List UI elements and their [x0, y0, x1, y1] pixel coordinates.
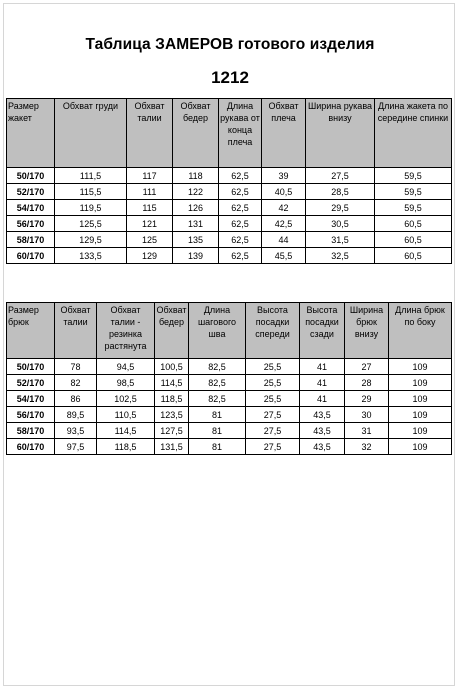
- measurement-cell: 82: [55, 375, 97, 391]
- measurement-cell: 43,5: [300, 407, 345, 423]
- column-header-chest: Обхват груди: [55, 99, 127, 168]
- measurement-cell: 129: [127, 248, 173, 264]
- table-row: [7, 359, 452, 375]
- measurement-cell: 45,5: [262, 248, 306, 264]
- measurement-cell: 41: [300, 391, 345, 407]
- measurement-cell: 43,5: [300, 439, 345, 455]
- table-row: [7, 200, 452, 216]
- measurement-cell: 118,5: [155, 391, 189, 407]
- column-header-side-length: Длина брюк по боку: [389, 303, 452, 359]
- measurement-cell: 41: [300, 359, 345, 375]
- measurement-cell: 114,5: [155, 375, 189, 391]
- measurement-cell: 40,5: [262, 184, 306, 200]
- column-header-hem-width: Ширина брюк внизу: [345, 303, 389, 359]
- measurement-cell: 30: [345, 407, 389, 423]
- measurement-cell: 25,5: [246, 375, 300, 391]
- measurement-cell: 31: [345, 423, 389, 439]
- table-row: [7, 375, 452, 391]
- measurement-cell: 78: [55, 359, 97, 375]
- measurement-cell: 121: [127, 216, 173, 232]
- size-cell: 52/170: [7, 375, 55, 391]
- measurement-cell: 125,5: [55, 216, 127, 232]
- column-header-shoulder: Обхват плеча: [262, 99, 306, 168]
- table-row: [7, 232, 452, 248]
- measurement-cell: 29,5: [306, 200, 375, 216]
- measurement-cell: 32: [345, 439, 389, 455]
- measurement-cell: 60,5: [375, 248, 452, 264]
- measurement-cell: 109: [389, 407, 452, 423]
- measurement-cell: 27,5: [246, 407, 300, 423]
- measurement-cell: 62,5: [219, 248, 262, 264]
- measurement-cell: 25,5: [246, 359, 300, 375]
- size-cell: 56/170: [7, 216, 55, 232]
- measurement-cell: 81: [189, 439, 246, 455]
- size-cell: 60/170: [7, 439, 55, 455]
- measurement-cell: 62,5: [219, 168, 262, 184]
- measurement-cell: 28: [345, 375, 389, 391]
- measurement-cell: 93,5: [55, 423, 97, 439]
- size-cell: 56/170: [7, 407, 55, 423]
- measurement-cell: 122: [173, 184, 219, 200]
- table-row: [7, 407, 452, 423]
- measurement-cell: 118: [173, 168, 219, 184]
- measurement-cell: 133,5: [55, 248, 127, 264]
- measurement-cell: 86: [55, 391, 97, 407]
- column-header-waist: Обхват талии: [127, 99, 173, 168]
- column-header-size: Размер жакет: [7, 99, 55, 168]
- measurement-cell: 62,5: [219, 200, 262, 216]
- size-cell: 54/170: [7, 391, 55, 407]
- measurement-cell: 111: [127, 184, 173, 200]
- measurement-cell: 127,5: [155, 423, 189, 439]
- measurement-cell: 31,5: [306, 232, 375, 248]
- column-header-sleeve-width: Ширина рукава внизу: [306, 99, 375, 168]
- measurement-cell: 62,5: [219, 216, 262, 232]
- measurement-cell: 42: [262, 200, 306, 216]
- measurement-cell: 82,5: [189, 375, 246, 391]
- measurement-cell: 27,5: [246, 423, 300, 439]
- measurement-cell: 82,5: [189, 359, 246, 375]
- size-cell: 54/170: [7, 200, 55, 216]
- measurement-cell: 27: [345, 359, 389, 375]
- column-header-sleeve-length: Длина рукава от конца плеча: [219, 99, 262, 168]
- table-row: [7, 391, 452, 407]
- table-row: [7, 439, 452, 455]
- measurement-cell: 115,5: [55, 184, 127, 200]
- table-row: [7, 168, 452, 184]
- measurement-cell: 60,5: [375, 216, 452, 232]
- table-header-row: [7, 303, 452, 359]
- measurement-cell: 110,5: [97, 407, 155, 423]
- measurement-cell: 117: [127, 168, 173, 184]
- measurement-cell: 109: [389, 391, 452, 407]
- measurement-cell: 60,5: [375, 232, 452, 248]
- measurement-cell: 81: [189, 423, 246, 439]
- column-header-jacket-length: Длина жакета по середине спинки: [375, 99, 452, 168]
- size-cell: 58/170: [7, 232, 55, 248]
- table-row: [7, 216, 452, 232]
- measurement-cell: 41: [300, 375, 345, 391]
- measurement-cell: 27,5: [306, 168, 375, 184]
- measurement-cell: 43,5: [300, 423, 345, 439]
- measurement-cell: 30,5: [306, 216, 375, 232]
- column-header-hips: Обхват бедер: [155, 303, 189, 359]
- table-row: [7, 423, 452, 439]
- table-header-row: [7, 99, 452, 168]
- size-cell: 50/170: [7, 168, 55, 184]
- measurement-cell: 129,5: [55, 232, 127, 248]
- measurement-cell: 27,5: [246, 439, 300, 455]
- column-header-inseam: Длина шагового шва: [189, 303, 246, 359]
- measurement-cell: 98,5: [97, 375, 155, 391]
- measurement-cell: 100,5: [155, 359, 189, 375]
- measurement-cell: 114,5: [97, 423, 155, 439]
- measurement-cell: 42,5: [262, 216, 306, 232]
- measurement-cell: 111,5: [55, 168, 127, 184]
- measurement-cell: 118,5: [97, 439, 155, 455]
- measurement-cell: 59,5: [375, 200, 452, 216]
- measurement-cell: 123,5: [155, 407, 189, 423]
- measurement-cell: 62,5: [219, 232, 262, 248]
- document-title: Таблица ЗАМЕРОВ готового изделия: [85, 36, 375, 53]
- measurement-cell: 109: [389, 439, 452, 455]
- size-cell: 60/170: [7, 248, 55, 264]
- measurement-cell: 119,5: [55, 200, 127, 216]
- measurement-cell: 131,5: [155, 439, 189, 455]
- column-header-waist-stretched: Обхват талии - резинка растянута: [97, 303, 155, 359]
- size-cell: 58/170: [7, 423, 55, 439]
- measurement-cell: 125: [127, 232, 173, 248]
- measurement-cell: 44: [262, 232, 306, 248]
- column-header-size: Размер брюк: [7, 303, 55, 359]
- measurement-cell: 109: [389, 375, 452, 391]
- measurement-cell: 59,5: [375, 168, 452, 184]
- measurement-cell: 82,5: [189, 391, 246, 407]
- measurement-cell: 28,5: [306, 184, 375, 200]
- measurement-cell: 59,5: [375, 184, 452, 200]
- measurement-cell: 97,5: [55, 439, 97, 455]
- size-cell: 52/170: [7, 184, 55, 200]
- measurement-cell: 89,5: [55, 407, 97, 423]
- column-header-hips: Обхват бедер: [173, 99, 219, 168]
- measurement-cell: 62,5: [219, 184, 262, 200]
- column-header-back-rise: Высота посадки сзади: [300, 303, 345, 359]
- jacket-measurements-table: [6, 98, 452, 264]
- pants-measurements-table: [6, 302, 452, 455]
- measurement-cell: 25,5: [246, 391, 300, 407]
- column-header-front-rise: Высота посадки спереди: [246, 303, 300, 359]
- measurement-cell: 135: [173, 232, 219, 248]
- size-cell: 50/170: [7, 359, 55, 375]
- measurement-cell: 32,5: [306, 248, 375, 264]
- measurement-cell: 94,5: [97, 359, 155, 375]
- measurement-cell: 81: [189, 407, 246, 423]
- measurement-cell: 29: [345, 391, 389, 407]
- table-row: [7, 184, 452, 200]
- measurement-cell: 102,5: [97, 391, 155, 407]
- measurement-cell: 126: [173, 200, 219, 216]
- measurement-cell: 109: [389, 359, 452, 375]
- measurement-cell: 109: [389, 423, 452, 439]
- column-header-waist: Обхват талии: [55, 303, 97, 359]
- model-number: 1212: [211, 68, 249, 87]
- measurement-cell: 115: [127, 200, 173, 216]
- measurement-cell: 139: [173, 248, 219, 264]
- measurement-cell: 39: [262, 168, 306, 184]
- measurement-cell: 131: [173, 216, 219, 232]
- table-row: [7, 248, 452, 264]
